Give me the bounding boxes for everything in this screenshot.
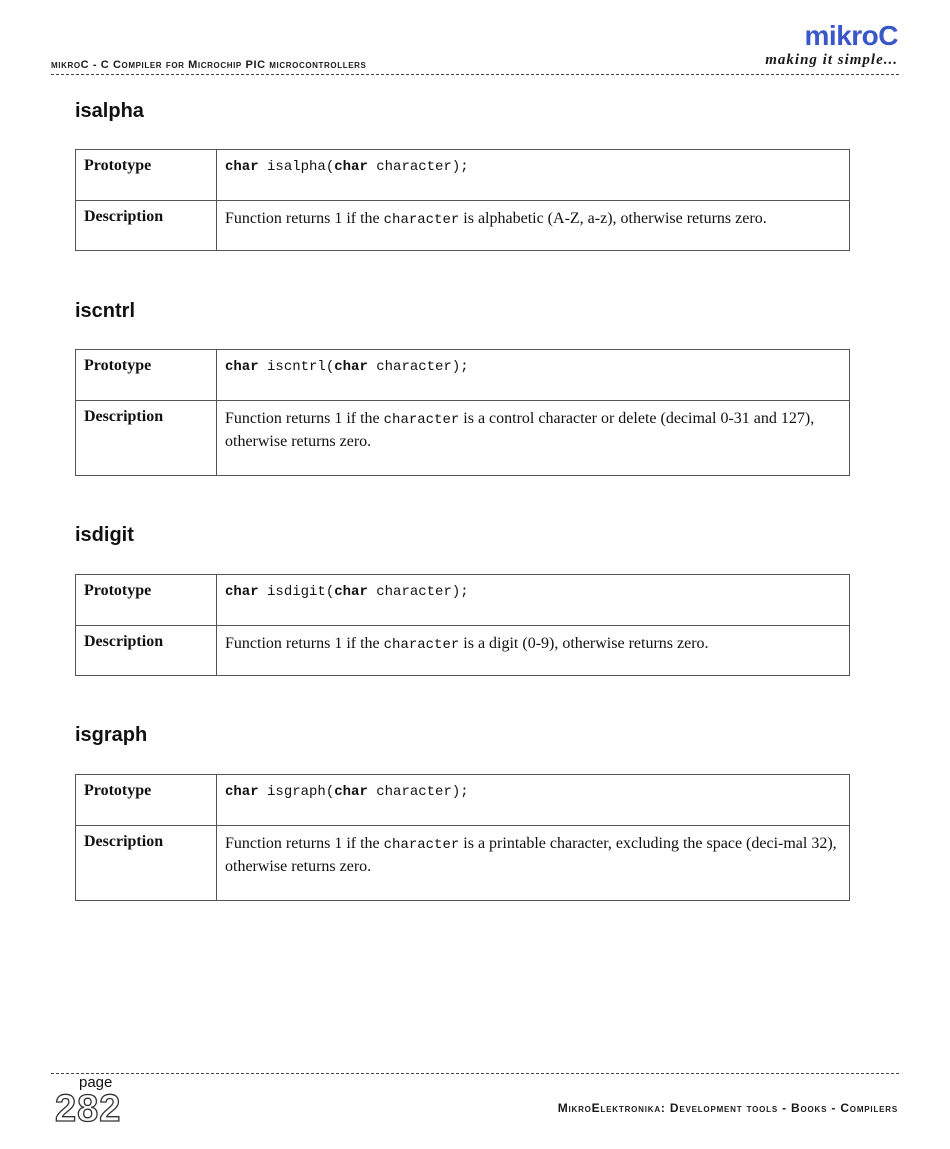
param-name: character);: [367, 784, 469, 800]
header-divider: [51, 74, 899, 75]
description-label: Description: [76, 401, 217, 476]
description-text: Function returns 1 if the: [225, 410, 384, 427]
prototype-label: Prototype: [76, 775, 217, 826]
section-title-iscntrl: iscntrl: [75, 300, 136, 322]
prototype-row: [76, 775, 850, 826]
return-type: char: [225, 359, 259, 375]
prototype-row: [76, 350, 850, 401]
description-text: is a digit (0-9), otherwise returns zero.: [459, 635, 709, 652]
function-signature: isgraph(: [258, 784, 335, 800]
prototype-row: [76, 150, 850, 201]
return-type: char: [225, 584, 259, 600]
header-title: mikroC - C Compiler for Microchip PIC microcontrollers: [51, 59, 367, 71]
prototype-value: [217, 575, 850, 626]
prototype-label: Prototype: [76, 575, 217, 626]
description-text: Function returns 1 if the: [225, 835, 384, 852]
section-title-isalpha: isalpha: [75, 100, 144, 122]
page-number: 282: [55, 1088, 122, 1130]
function-signature: isalpha(: [258, 159, 335, 175]
description-text: Function returns 1 if the: [225, 635, 384, 652]
param-type: char: [334, 159, 368, 175]
prototype-row: [76, 575, 850, 626]
description-code: character: [383, 412, 460, 428]
description-text: is a control character or delete (decimal 0-31 and 127), otherwise returns zero.: [225, 410, 815, 450]
param-type: char: [334, 784, 368, 800]
return-type: char: [225, 159, 259, 175]
description-value: [217, 826, 850, 901]
prototype-value: [217, 775, 850, 826]
description-text: is alphabetic (A-Z, a-z), otherwise returns zero.: [459, 210, 767, 227]
page-label: page: [79, 1074, 113, 1091]
param-name: character);: [367, 584, 469, 600]
description-value: [217, 401, 850, 476]
header-tagline: making it simple...: [765, 52, 898, 68]
section-title-isdigit: isdigit: [75, 524, 134, 546]
description-value: [217, 201, 850, 251]
function-signature: iscntrl(: [258, 359, 335, 375]
prototype-label: Prototype: [76, 150, 217, 201]
description-value: [217, 626, 850, 676]
footer-publisher: MikroElektronika: Development tools - Books - Compilers: [557, 1101, 898, 1115]
prototype-label: Prototype: [76, 350, 217, 401]
param-type: char: [334, 584, 368, 600]
function-signature: isdigit(: [258, 584, 335, 600]
description-row: [76, 626, 850, 676]
description-label: Description: [76, 626, 217, 676]
description-code: character: [383, 837, 460, 853]
prototype-value: [217, 350, 850, 401]
description-code: character: [383, 637, 460, 653]
function-table-isgraph: [75, 774, 850, 901]
function-table-iscntrl: [75, 349, 850, 476]
function-table-isdigit: [75, 574, 850, 676]
section-title-isgraph: isgraph: [75, 724, 148, 746]
description-text: is a printable character, excluding the space (deci-mal 32), otherwise returns zero.: [225, 835, 837, 875]
description-label: Description: [76, 201, 217, 251]
function-table-isalpha: [75, 149, 850, 251]
footer-divider: [51, 1073, 899, 1074]
prototype-value: [217, 150, 850, 201]
description-row: [76, 201, 850, 251]
description-code: character: [383, 212, 460, 228]
param-name: character);: [367, 159, 469, 175]
param-name: character);: [367, 359, 469, 375]
description-label: Description: [76, 826, 217, 901]
description-text: Function returns 1 if the: [225, 210, 384, 227]
param-type: char: [334, 359, 368, 375]
mikroc-logo: mikroC: [804, 20, 898, 51]
return-type: char: [225, 784, 259, 800]
description-row: [76, 401, 850, 476]
description-row: [76, 826, 850, 901]
